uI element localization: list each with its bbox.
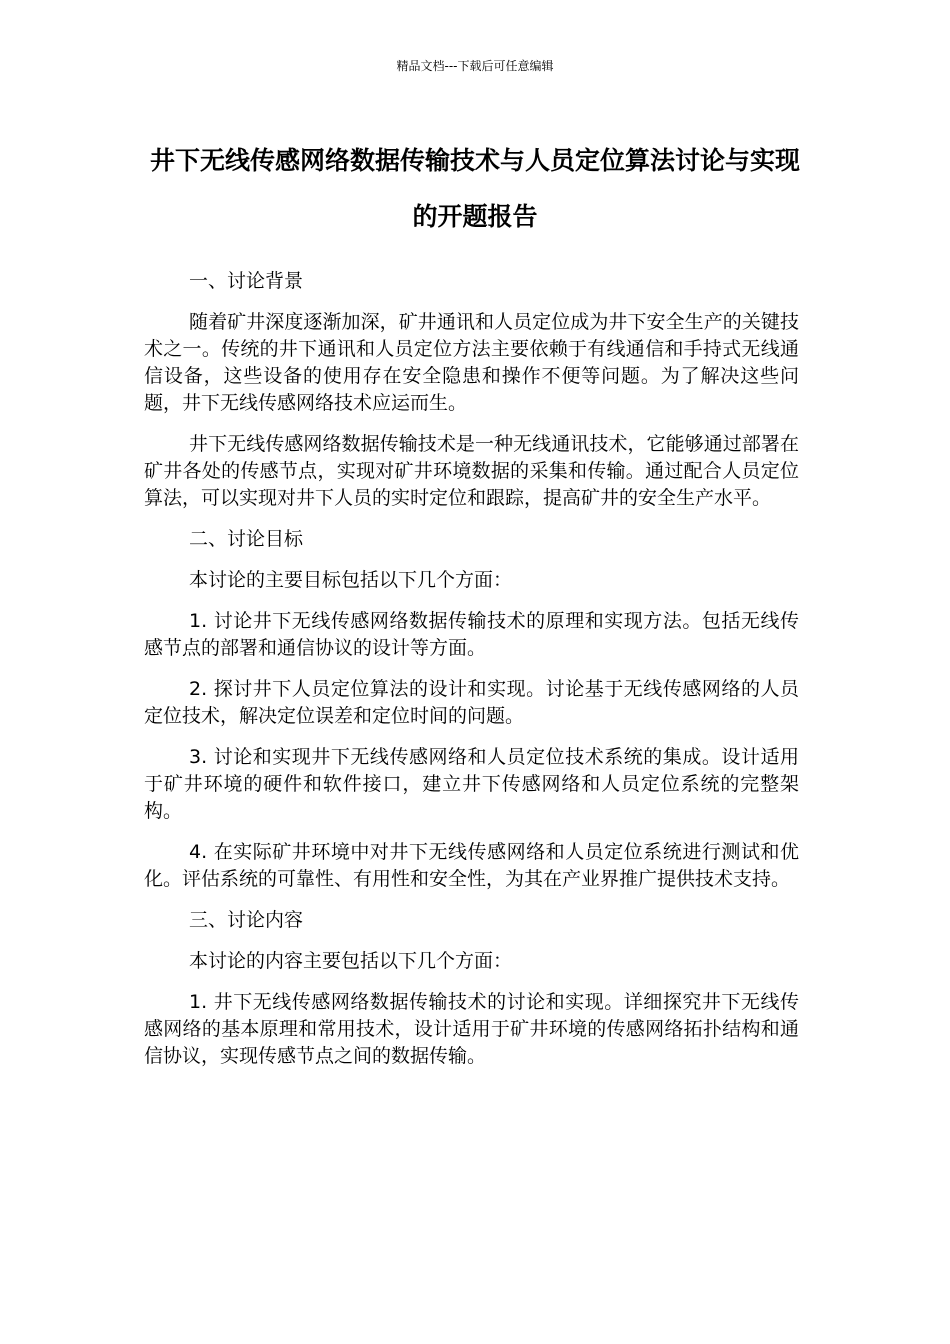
- body-paragraph: 井下无线传感网络数据传输技术是一种无线通讯技术，它能够通过部署在矿井各处的传感节点，实现对矿井环境数据的采集和传输。通过配合人员定位算法，可以实现对井下人员的实时定位和跟踪，提高矿井的安全生产水平。: [144, 433, 799, 509]
- list-item: 4. 在实际矿井环境中对井下无线传感网络和人员定位系统进行测试和优化。评估系统的可靠性、有用性和安全性，为其在产业界推广提供技术支持。: [144, 841, 799, 890]
- list-item: 2. 探讨井下人员定位算法的设计和实现。讨论基于无线传感网络的人员定位技术，解决定位误差和定位时间的问题。: [144, 678, 799, 727]
- list-item: 1. 井下无线传感网络数据传输技术的讨论和实现。详细探究井下无线传感网络的基本原理和常用技术，设计适用于矿井环境的传感网络拓扑结构和通信协议，实现传感节点之间的数据传输。: [144, 991, 799, 1067]
- section-heading-background: 一、讨论背景: [189, 270, 304, 292]
- body-paragraph: 随着矿井深度逐渐加深，矿井通讯和人员定位成为井下安全生产的关键技术之一。传统的井下通讯和人员定位方法主要依赖于有线通信和手持式无线通信设备，这些设备的使用存在安全隐患和操作不便等问题。为了解决这些问题，井下无线传感网络技术应运而生。: [144, 311, 799, 414]
- body-paragraph: 本讨论的内容主要包括以下几个方面：: [189, 950, 513, 972]
- list-item: 1. 讨论井下无线传感网络数据传输技术的原理和实现方法。包括无线传感节点的部署和通信协议的设计等方面。: [144, 610, 799, 659]
- document-body: [144, 268, 799, 1084]
- list-item: 3. 讨论和实现井下无线传感网络和人员定位技术系统的集成。设计适用于矿井环境的硬件和软件接口，建立井下传感网络和人员定位系统的完整架构。: [144, 746, 799, 822]
- body-paragraph: 本讨论的主要目标包括以下几个方面：: [189, 569, 513, 591]
- section-heading-content: 三、讨论内容: [189, 909, 304, 931]
- section-heading-goals: 二、讨论目标: [189, 528, 304, 550]
- document-title: 井下无线传感网络数据传输技术与人员定位算法讨论与实现的开题报告: [149, 146, 800, 231]
- page-header-note: 精品文档---下载后可任意编辑: [396, 59, 554, 73]
